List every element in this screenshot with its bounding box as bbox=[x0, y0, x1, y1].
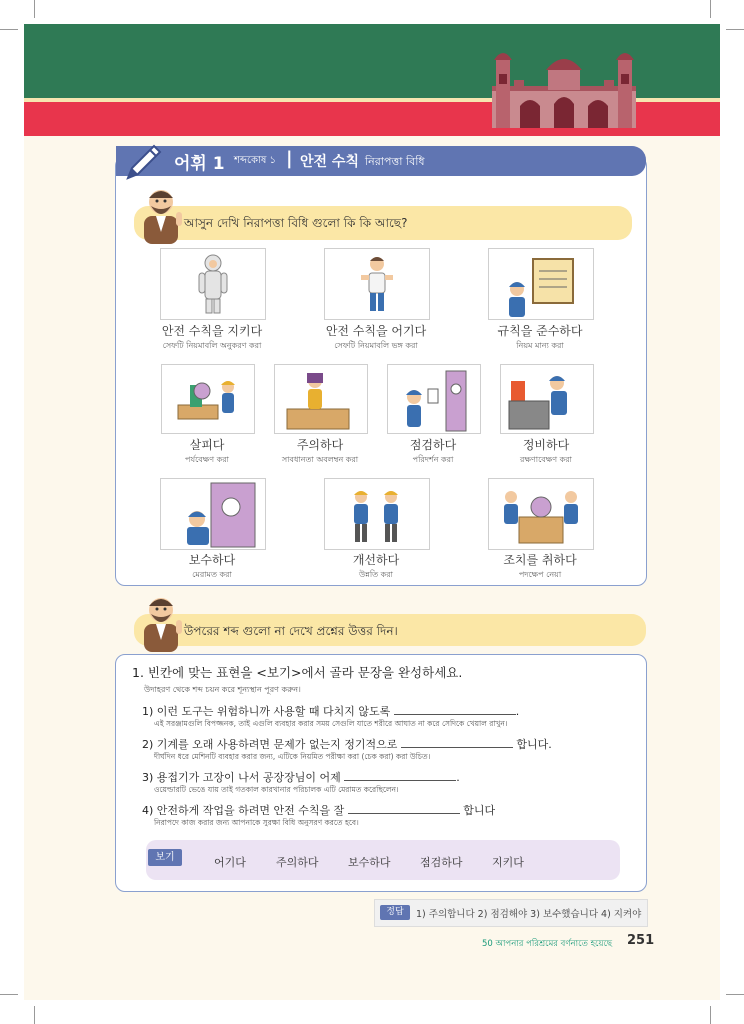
vocab-image-improve bbox=[324, 478, 430, 550]
question-3 bbox=[142, 769, 460, 785]
vocab-image-observe bbox=[161, 364, 255, 434]
page-number: 251 bbox=[627, 933, 655, 948]
crop-mark bbox=[710, 1006, 711, 1024]
crop-mark bbox=[34, 1006, 35, 1024]
question-end: . bbox=[515, 705, 520, 718]
pencil-icon bbox=[120, 138, 166, 184]
section-title-korean: 어휘 1 bbox=[174, 154, 225, 174]
question-1-translation: এই সরঞ্জামগুলি বিপজ্জনক, তাই এগুলি ব্যবহার করার সময় সেগুলি যাতে শরীরে আঘাত না করে সেদিকে খেয়াল রাখুন। bbox=[154, 719, 508, 728]
vocab-image-take-action bbox=[488, 478, 594, 550]
vocab-word-bn: পরিদর্শন করা bbox=[412, 455, 454, 464]
worker-maintaining-machine-icon bbox=[501, 365, 593, 433]
vocab-word-bn: সেফটি নিয়মাবলি ভঙ্গ করা bbox=[334, 341, 418, 350]
section-title-bengali: শব্দকোষ ১ bbox=[234, 155, 277, 166]
vocab-word-bn: পর্যবেক্ষণ করা bbox=[185, 455, 229, 464]
vocab-word-bn: সেফটি নিয়মাবলি অনুকরণ করা bbox=[162, 341, 262, 350]
crop-mark bbox=[0, 29, 18, 30]
example-word: 보수하다 bbox=[348, 856, 391, 869]
vocab-word-ko: 규칙을 준수하다 bbox=[497, 324, 583, 338]
crop-mark bbox=[0, 994, 18, 995]
vocab-image-inspect bbox=[387, 364, 481, 434]
example-label: 보기 bbox=[148, 849, 182, 866]
answer-blank[interactable] bbox=[401, 747, 513, 748]
vocab-image-comply-rules bbox=[488, 248, 594, 320]
vocab-word-ko: 점검하다 bbox=[409, 438, 457, 452]
answer-blank[interactable] bbox=[394, 714, 516, 715]
worker-in-protective-suit-icon bbox=[161, 249, 265, 319]
example-word: 지키다 bbox=[492, 856, 524, 869]
vocab-image-maintain bbox=[500, 364, 594, 434]
question-end: . bbox=[456, 771, 460, 784]
example-word: 어기다 bbox=[214, 856, 246, 869]
vocab-word-ko: 주의하다 bbox=[296, 438, 344, 452]
worker-welding-carefully-icon bbox=[275, 365, 367, 433]
crop-mark bbox=[726, 29, 744, 30]
vocab-word-bn: নিয়ম মান্য করা bbox=[516, 341, 564, 350]
question-end: 합니다 bbox=[463, 804, 496, 817]
question-text: 1) 이런 도구는 위험하니까 사용할 때 다치지 않도록 bbox=[142, 705, 391, 718]
title-separator: | bbox=[286, 148, 293, 169]
answer-blank[interactable] bbox=[348, 813, 460, 814]
worker-repairing-machine-icon bbox=[161, 479, 265, 549]
vocab-word-bn: মেরামত করা bbox=[192, 570, 232, 579]
teacher-avatar-icon bbox=[134, 590, 188, 652]
intro-bubble-text: আসুন দেখি নিরাপত্তা বিধি গুলো কি কি আছে? bbox=[184, 216, 408, 230]
exercise-bubble-text: উপরের শব্দ গুলো না দেখে প্রশ্নের উত্তর দিন। bbox=[184, 624, 398, 638]
vocab-word-bn: উন্নতি করা bbox=[359, 570, 393, 579]
question-text: 4) 안전하게 작업을 하려면 안전 수칙을 잘 bbox=[142, 804, 345, 817]
vocab-word-ko: 개선하다 bbox=[352, 553, 400, 567]
section-topic-bengali: নিরাপত্তা বিধি bbox=[365, 155, 425, 168]
vocab-word-ko: 정비하다 bbox=[522, 438, 570, 452]
answer-key-text: 1) 주의합니다 2) 점검해야 3) 보수했습니다 4) 지켜야 bbox=[416, 909, 642, 920]
exercise-title: 1. 빈칸에 맞는 표현을 <보기>에서 골라 문장을 완성하세요. bbox=[132, 665, 463, 680]
question-2 bbox=[142, 736, 552, 752]
footer-caption: 50 আপনার পরিশ্রমের বর্ণনাতে হয়েছে bbox=[482, 939, 613, 949]
worker-reading-rules-board-icon bbox=[489, 249, 593, 319]
vocab-word-ko: 안전 수칙을 어기다 bbox=[325, 324, 427, 338]
vocab-word-bn: সাবধানতা অবলম্বন করা bbox=[281, 455, 359, 464]
worker-observing-machine-icon bbox=[162, 365, 254, 433]
workers-improving-icon bbox=[325, 479, 429, 549]
worker-checking-panel-icon bbox=[388, 365, 480, 433]
vocab-word-ko: 조치를 취하다 bbox=[503, 553, 577, 567]
crop-mark bbox=[34, 0, 35, 18]
question-3-translation: ওয়েল্ডারটি ভেঙে যায় তাই গতকাল কারখানার পরিচালক এটি মেরামত করেছিলেন। bbox=[154, 785, 399, 794]
vocab-image-be-careful bbox=[274, 364, 368, 434]
question-4 bbox=[142, 802, 495, 818]
crop-mark bbox=[710, 0, 711, 18]
example-word: 주의하다 bbox=[276, 856, 319, 869]
teacher-avatar-icon bbox=[134, 182, 188, 244]
vocab-image-repair bbox=[160, 478, 266, 550]
answer-blank[interactable] bbox=[344, 780, 456, 781]
answer-key-label: 정답 bbox=[380, 905, 410, 920]
vocab-word-ko: 보수하다 bbox=[188, 553, 236, 567]
vocab-word-bn: রক্ষণাবেক্ষণ করা bbox=[520, 455, 572, 464]
question-1 bbox=[142, 703, 519, 719]
vocab-image-break-rules bbox=[324, 248, 430, 320]
vocab-word-ko: 살피다 bbox=[189, 438, 225, 452]
vocab-word-bn: পদক্ষেপ নেয়া bbox=[518, 570, 562, 579]
workers-taking-action-icon bbox=[489, 479, 593, 549]
section-topic-korean: 안전 수칙 bbox=[300, 154, 359, 170]
example-word: 점검하다 bbox=[420, 856, 463, 869]
intro-speech-bubble bbox=[134, 206, 632, 240]
vocab-section-header bbox=[116, 146, 646, 176]
vocab-image-follow-rules bbox=[160, 248, 266, 320]
exercise-speech-bubble bbox=[134, 614, 646, 646]
question-text: 3) 용접기가 고장이 나서 공장장님이 어제 bbox=[142, 771, 341, 784]
crop-mark bbox=[726, 994, 744, 995]
lalbagh-fort-illustration bbox=[490, 44, 638, 128]
worker-without-gear-icon bbox=[325, 249, 429, 319]
question-4-translation: নিরাপদে কাজ করার জন্য আপনাকে সুরক্ষা বিধি অনুসরণ করতে হবে। bbox=[154, 818, 359, 827]
question-2-translation: দীর্ঘদিন ধরে মেশিনটি ব্যবহার করার জন্য, এটিকে নিয়মিত পরীক্ষা করা (চেক করা) করা উচিত। bbox=[154, 752, 431, 761]
vocab-word-ko: 안전 수칙을 지키다 bbox=[161, 324, 263, 338]
exercise-subtitle: উদাহরণ থেকে শব্দ চয়ন করে শূন্যস্থান পূরণ করুন। bbox=[144, 685, 301, 694]
question-end: 합니다. bbox=[516, 738, 552, 751]
question-text: 2) 기계를 오래 사용하려면 문제가 없는지 정기적으로 bbox=[142, 738, 398, 751]
